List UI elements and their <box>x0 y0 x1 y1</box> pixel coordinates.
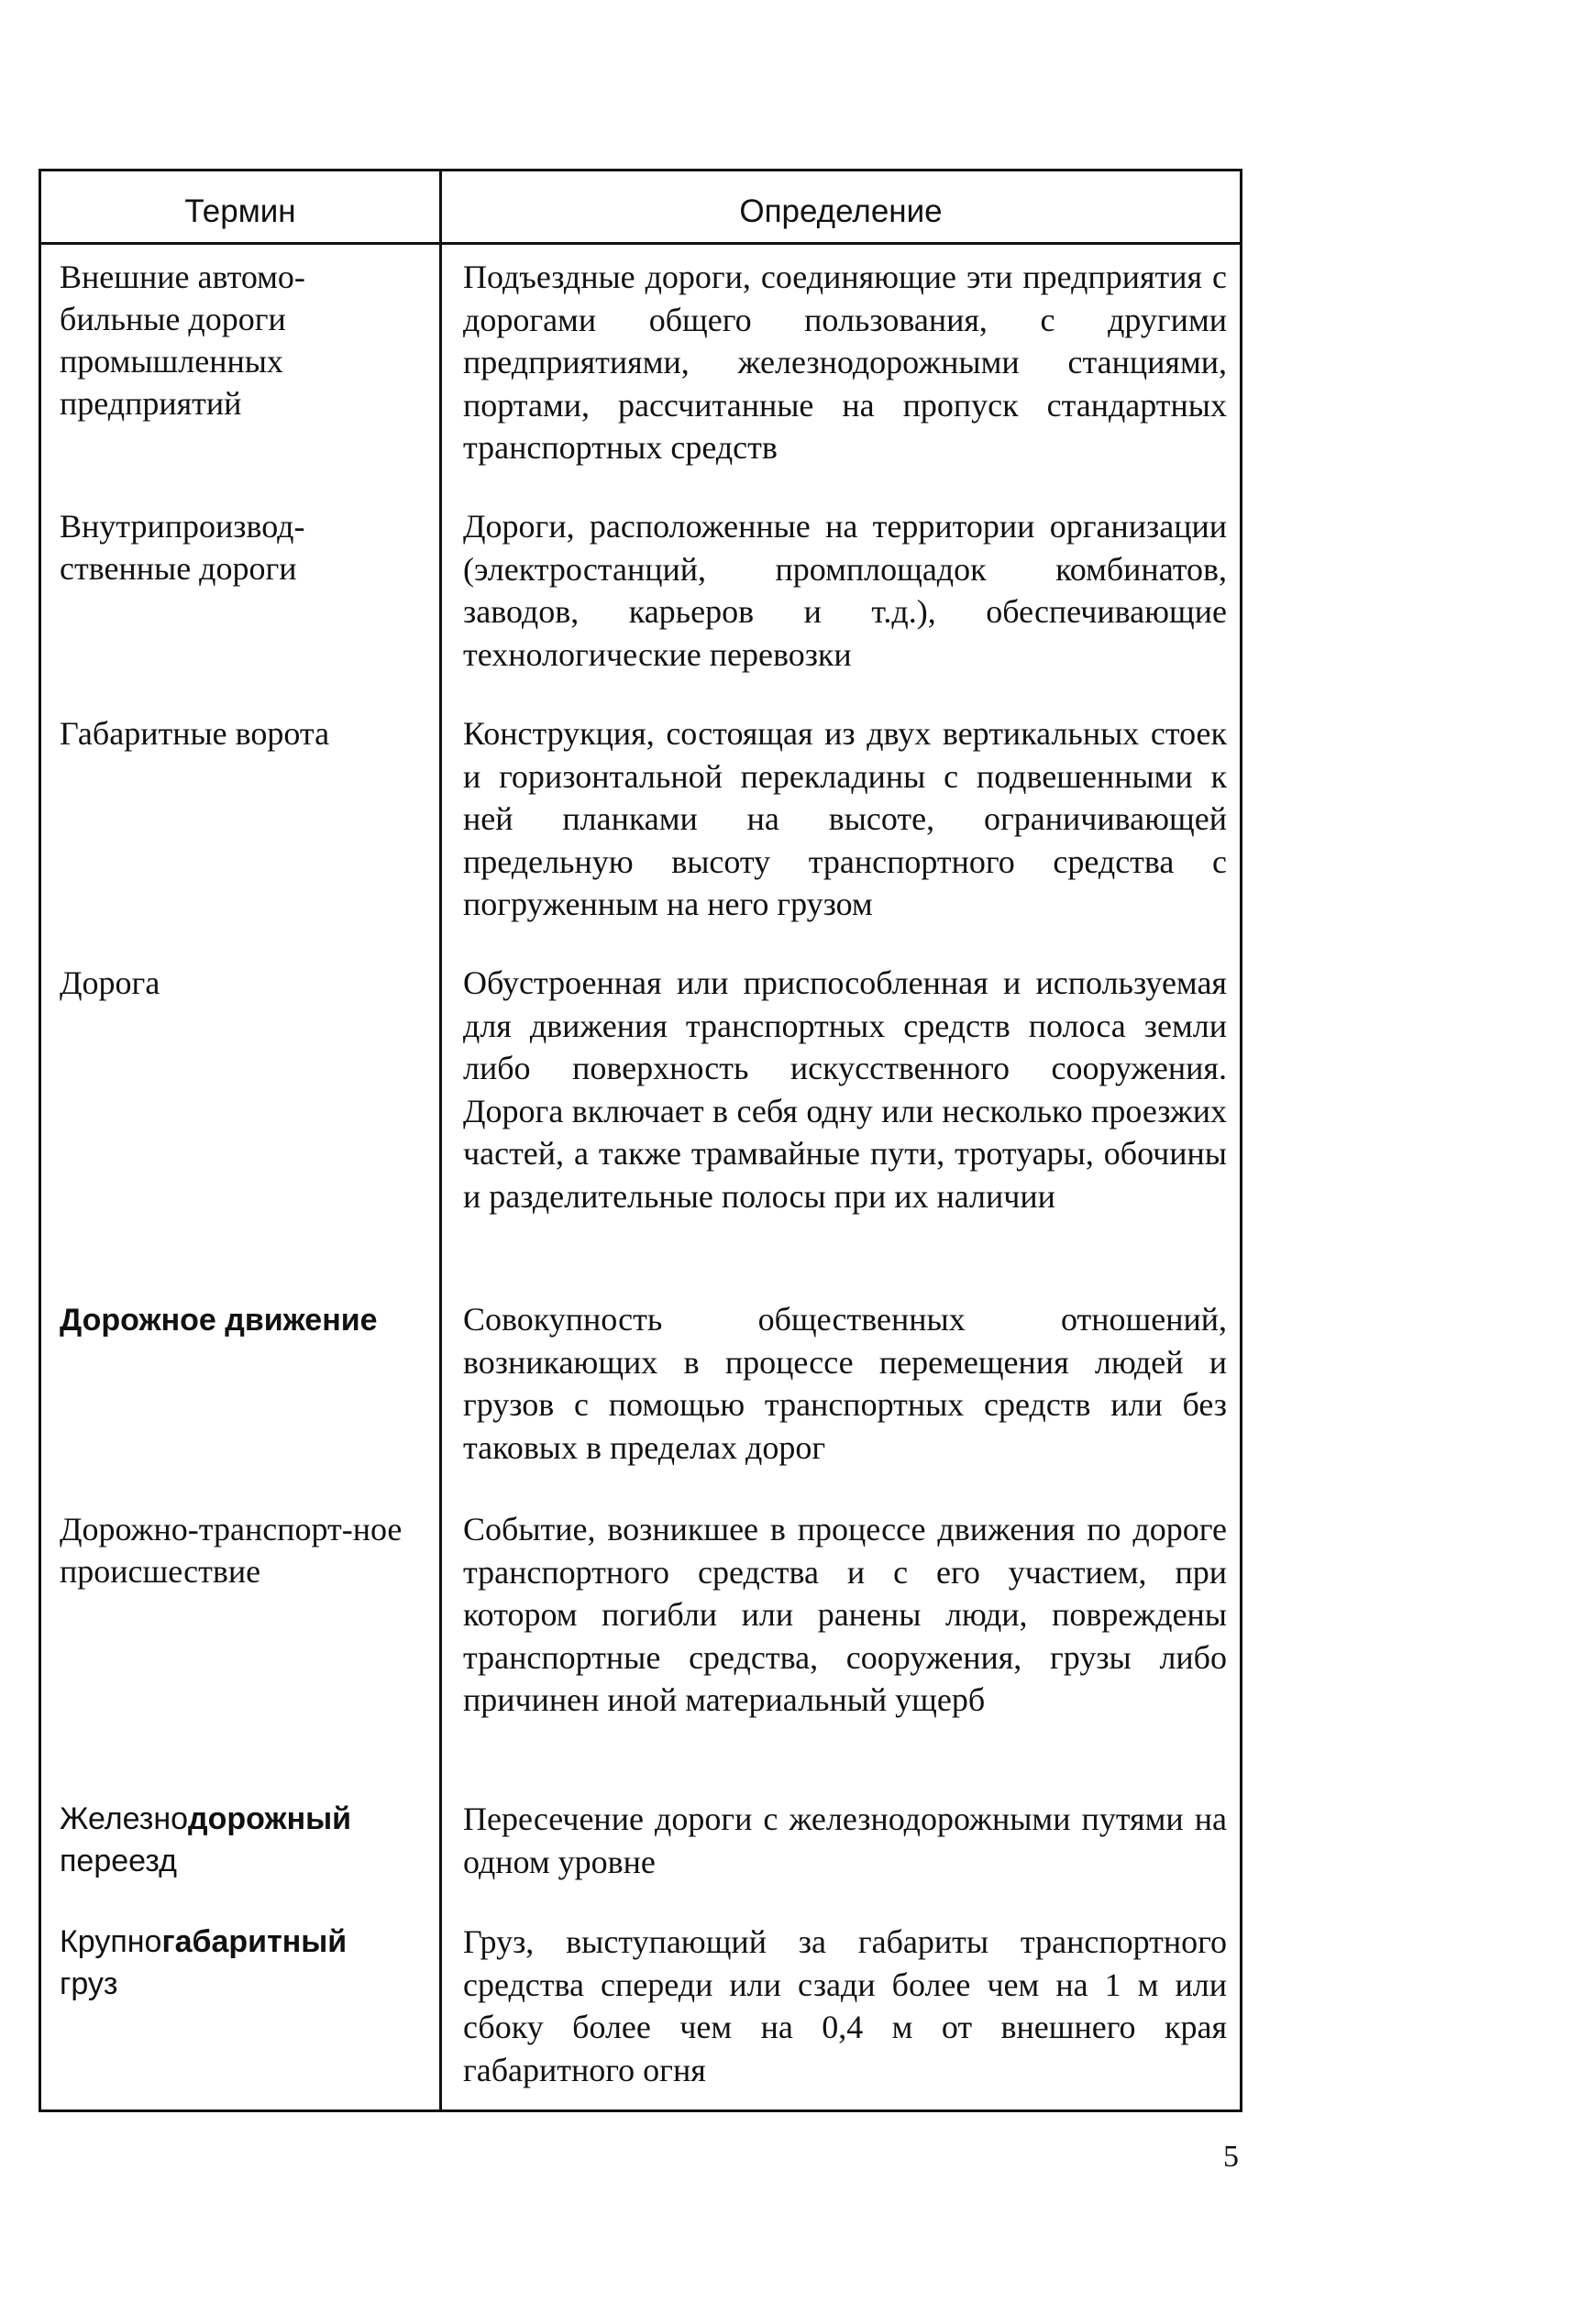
header-definition: Определение <box>739 193 943 229</box>
term-part: груз <box>60 1966 118 2001</box>
definition-cell: Дороги, расположенные на территории организации (электростанций, промплощадок комбинатов, заводов, карьеров и т.д.), обеспечивающие технологические перевозки <box>463 508 1227 673</box>
header-divider <box>41 242 1240 245</box>
term-cell: Внутрипроизвод-ственные дороги <box>60 508 305 587</box>
definition-cell: Обустроенная или приспособленная и используемая для движения транспортных средств полоса земли либо поверхность искусственного сооружения. Дорога включает в себя одну или несколько проезжих частей, а также трамвайные пути, тротуары, обочины и разделительные полосы при их наличии <box>463 964 1227 1215</box>
column-divider <box>439 171 442 2109</box>
term-cell <box>60 1298 426 1341</box>
term-bold: габаритный <box>161 1924 348 1959</box>
term-cell <box>60 1798 426 1882</box>
term-bold: Дорожное движение <box>60 1303 378 1338</box>
term-cell: Дорожно-транспорт-ное происшествие <box>60 1511 403 1590</box>
definition-cell: Совокупность общественных отношений, возникающих в процессе перемещения людей и грузов с помощью транспортных средств или без таковых в пределах дорог <box>463 1301 1227 1466</box>
term-cell <box>60 1921 426 2005</box>
term-cell: Внешние автомо-бильные дороги промышленных предприятий <box>60 259 305 422</box>
header-term: Термин <box>184 193 296 229</box>
definition-cell: Пересечение дороги с железнодорожными путями на одном уровне <box>463 1801 1227 1880</box>
page-number: 5 <box>1223 2140 1239 2174</box>
term-bold: дорожный <box>188 1801 352 1836</box>
definition-cell: Конструкция, состоящая из двух вертикальных стоек и горизонтальной перекладины с подвешенными к ней планками на высоте, ограничивающей предельную высоту транспортного средства с погруженным на него грузом <box>463 715 1227 922</box>
term-cell: Дорога <box>60 964 160 1001</box>
term-cell: Габаритные ворота <box>60 715 330 752</box>
definition-cell: Событие, возникшее в процессе движения по дороге транспортного средства и с его участием, при котором погибли или ранены люди, повреждены транспортные средства, сооружения, грузы либо причинен иной материальный ущерб <box>463 1511 1227 1718</box>
definition-cell: Груз, выступающий за габариты транспортного средства спереди или сзади более чем на 1 м или сбоку более чем на 0,4 м от внешнего края габаритного огня <box>463 1923 1227 2088</box>
terms-table <box>39 169 1242 2112</box>
term-part: Железно <box>60 1801 189 1836</box>
term-part: Крупно <box>60 1924 162 1959</box>
definition-cell: Подъездные дороги, соединяющие эти предприятия с дорогами общего пользования, с другими предприятиями, железнодорожными станциями, портами, рассчитанные на пропуск стандартных транспортных средств <box>463 259 1227 466</box>
term-part: переезд <box>60 1844 177 1878</box>
